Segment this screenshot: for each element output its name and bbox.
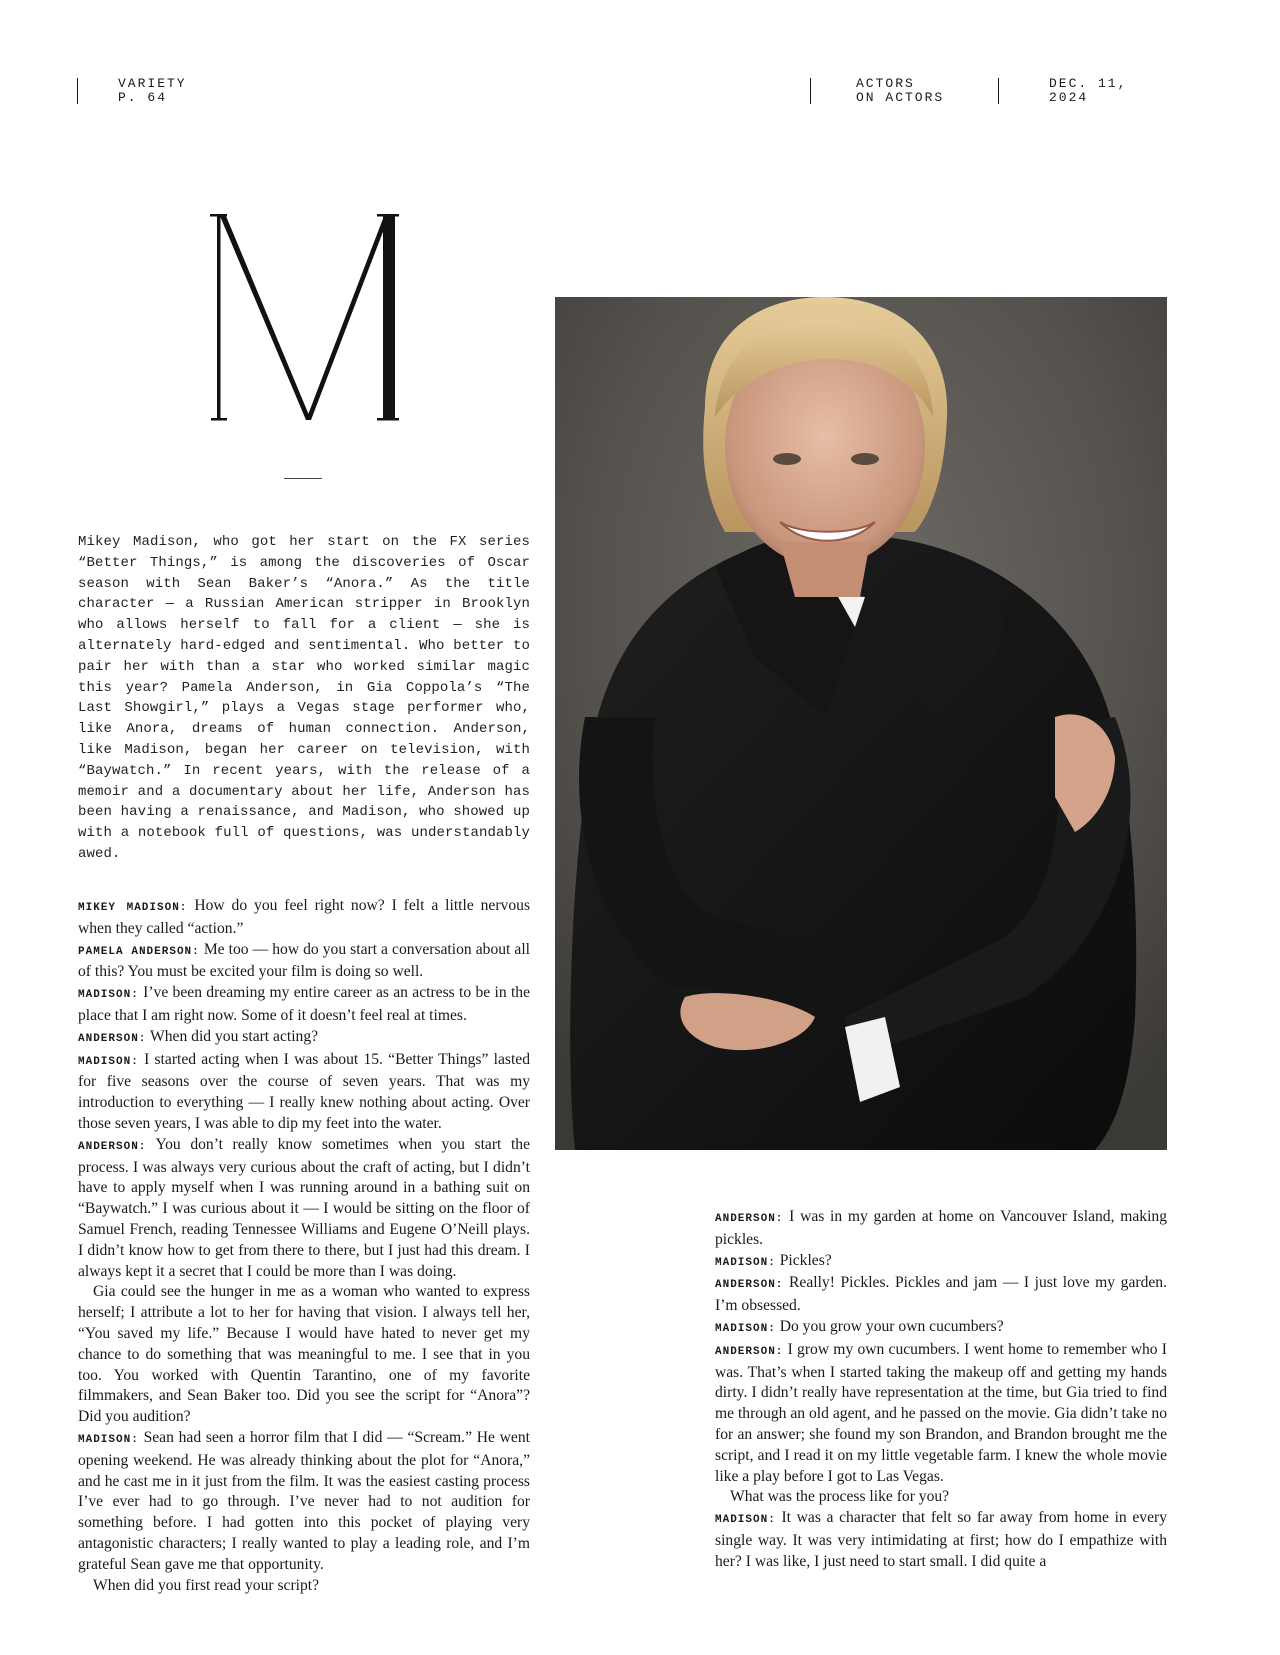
speaker-label: ANDERSON: [715, 1345, 784, 1358]
speaker-label: ANDERSON: [78, 1140, 147, 1153]
interview-paragraph [78, 983, 530, 1027]
interview-text: You don’t really know sometimes when you start the process. I was always very curious about the craft of acting, but I didn’t have to apply myself when I was running around in a bathing suit on “Baywatch.” I was curious about it — I would be sitting on the floor of Samuel French, reading Tennessee Williams and Eugene O’Neill plays. I didn’t know how to get from there to there, but I just had this dream. I always kept it a secret that I could be more than I was doing. [78, 1135, 530, 1280]
interview-text: When did you first read your script? [93, 1576, 320, 1594]
header-publication-block [118, 77, 187, 105]
interview-paragraph [78, 1428, 530, 1576]
interview-text: Me too — how do you start a conversation about all of this? You must be excited your film is doing so well. [78, 940, 530, 981]
publication-name: VARIETY [118, 76, 187, 91]
interview-paragraph [78, 896, 530, 940]
section-line-2: ON ACTORS [856, 90, 945, 105]
section-line-1: ACTORS [856, 76, 915, 91]
date-line-1: DEC. 11, [1049, 76, 1128, 91]
interview-text: What was the process like for you? [730, 1488, 950, 1506]
speaker-label: ANDERSON: [715, 1279, 784, 1292]
speaker-label: ANDERSON: [715, 1213, 784, 1225]
drop-letter [205, 170, 405, 450]
interview-text: It was a character that felt so far away from home in every single way. It was very intimidating at first; how do I empathize with her? I was like, I just need to start small. I did quite a [715, 1509, 1167, 1570]
interview-paragraph [78, 1135, 530, 1283]
speaker-label: MADISON: [715, 1322, 776, 1335]
interview-paragraph [78, 1576, 530, 1597]
interview-text: I started acting when I was about 15. “Better Things” lasted for five seasons over the course of seven years. That was my introduction to everything — I really knew nothing about acting. Over those seven years, I was able to dip my feet into the water. [78, 1050, 530, 1132]
header-section-block [856, 77, 944, 105]
speaker-label: MADISON: [715, 1256, 776, 1269]
interview-paragraph [78, 1027, 530, 1050]
interview-text: I was in my garden at home on Vancouver Island, making pickles. [715, 1208, 1168, 1248]
interview-paragraph [78, 1282, 530, 1428]
interview-text: Really! Pickles. Pickles and jam — I just love my garden. I’m obsessed. [715, 1274, 1168, 1315]
interview-text: Pickles? [779, 1251, 832, 1269]
interview-paragraph [715, 1207, 1167, 1251]
speaker-label: MADISON: [78, 1055, 139, 1068]
intro-paragraph: Mikey Madison, who got her start on the FX series “Better Things,” is among the discoveries of Oscar season with Sean Baker’s “Anora.” As the title character — a Russian American stripper in Brooklyn who allows herself to fall for a client — she is alternately hard-edged and sentimental. Who better to pair her with than a star who worked similar magic this year? Pamela Anderson, in Gia Coppola’s “The Last Showgirl,” plays a Vegas stage performer who, like Anora, dreams of human connection. Anderson, like Madison, began her career on television, with “Baywatch.” In recent years, with the release of a memoir and a documentary about her life, Anderson has been having a renaissance, and Madison, who showed up with a notebook full of questions, was understandably awed. [78, 534, 530, 862]
speaker-label: MADISON: [78, 989, 139, 1002]
interview-paragraph [715, 1273, 1167, 1317]
header-divider-mid [810, 78, 811, 104]
interview-paragraph [715, 1251, 1167, 1274]
interview-text: When did you start acting? [150, 1027, 319, 1045]
interview-column-left [78, 896, 530, 1596]
interview-column-right [715, 1207, 1167, 1573]
interview-text: I’ve been dreaming my entire career as an actress to be in the place that I am right now. Some of it doesn’t feel real at times. [78, 984, 530, 1024]
header-divider-right [998, 78, 999, 104]
speaker-label: MADISON: [715, 1514, 776, 1527]
date-line-2: 2024 [1049, 90, 1089, 105]
speaker-label: ANDERSON: [78, 1032, 147, 1045]
decorative-rule [284, 478, 322, 479]
speaker-label: MADISON: [78, 1433, 139, 1446]
portrait-photo [555, 297, 1167, 1150]
page-number: P. 64 [118, 90, 168, 105]
interview-paragraph [715, 1317, 1167, 1340]
interview-paragraph [78, 1050, 530, 1135]
interview-paragraph [78, 940, 530, 984]
interview-text: I grow my own cucumbers. I went home to remember who I was. That’s when I started taking the makeup off and getting my hands dirty. I didn’t really have representation at the time, but Gia tried to find me through an old agent, and he passed on the movie. Gia didn’t take no for an answer; she found my son Brandon, and Brandon brought me the script, and I read it on my little vegetable farm. I knew the whole movie like a play before I got to Las Vegas. [715, 1340, 1167, 1485]
speaker-label: MIKEY MADISON: [78, 902, 188, 914]
interview-paragraph [715, 1487, 1167, 1508]
interview-paragraph [715, 1340, 1167, 1488]
interview-text: Sean had seen a horror film that I did — “Scream.” He went opening weekend. He was already thinking about the plot for “Anora,” and he cast me in it just from the film. It was the easiest casting process I’ve ever had to go through. I’ve never had to not audition for something before. I had gotten into this pocket of playing very antagonistic characters; I really wanted to play a leading role, and I’m grateful Sean gave me that opportunity. [78, 1428, 530, 1573]
interview-text: Gia could see the hunger in me as a woman who wanted to express herself; I attribute a lot to her for having that vision. I always tell her, “You saved my life.” Because I would have hated to never get my chance to do something that was meaningful to me. I see that in you too. You worked with Quentin Tarantino, one of my favorite filmmakers, and Sean Baker too. Did you see the script for “Anora”? Did you audition? [78, 1283, 530, 1426]
interview-text: Do you grow your own cucumbers? [779, 1317, 1004, 1335]
interview-paragraph [715, 1508, 1167, 1572]
header-date-block [1049, 77, 1127, 105]
speaker-label: PAMELA ANDERSON: [78, 945, 200, 958]
interview-text: How do you feel right now? I felt a little nervous when they called “action.” [78, 897, 531, 937]
header-divider-left [77, 78, 78, 104]
